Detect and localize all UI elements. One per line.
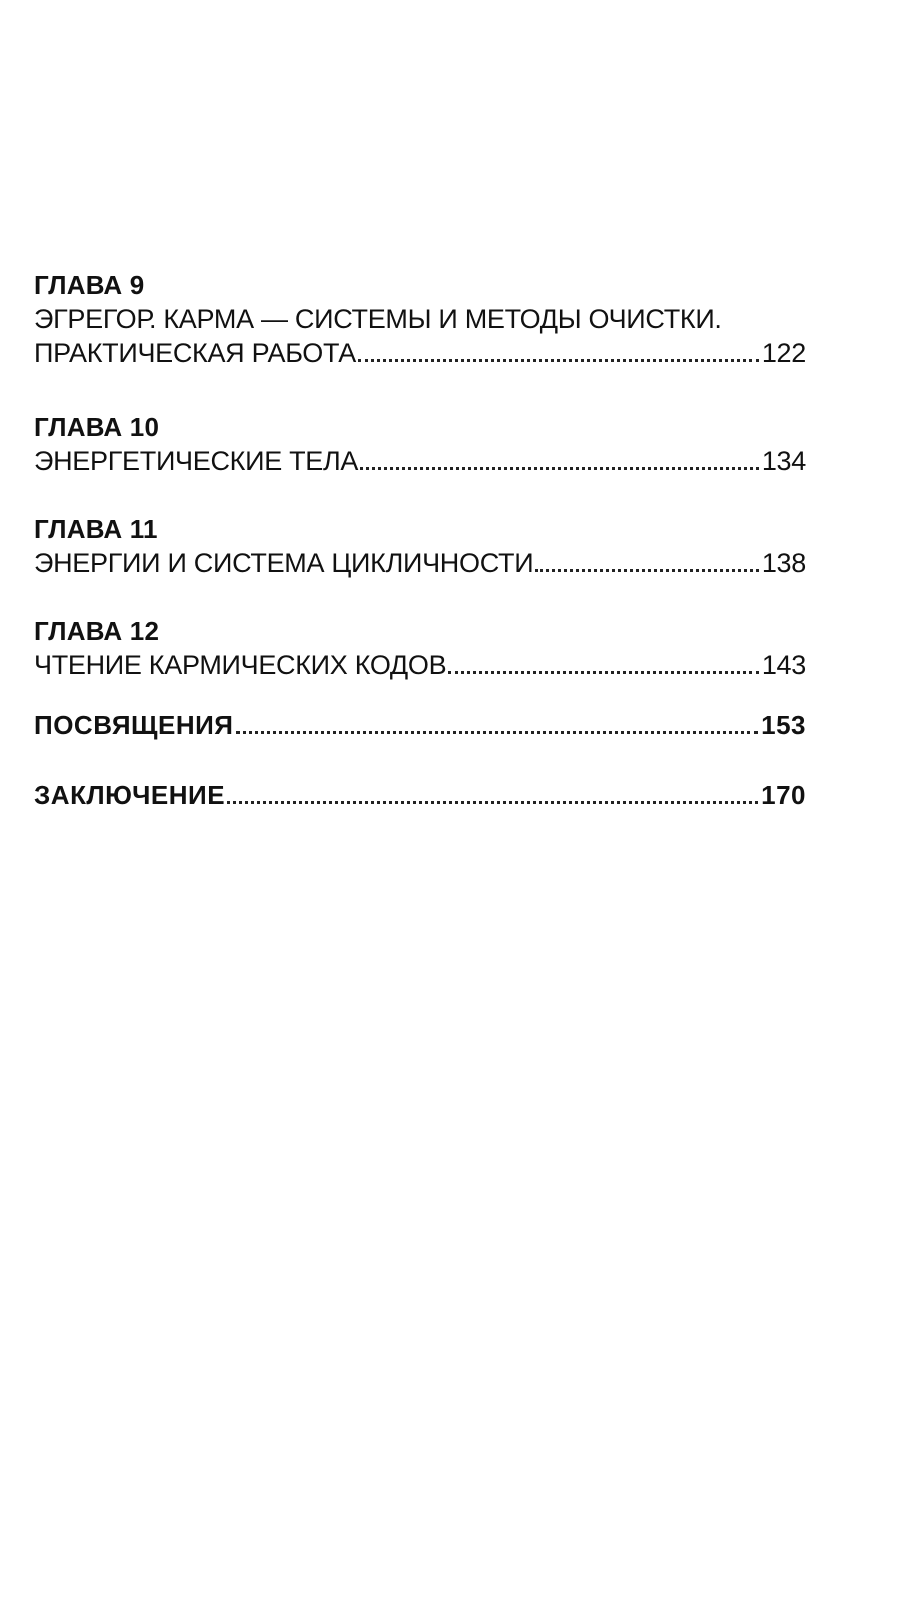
toc-entry-conclusion[interactable] bbox=[34, 778, 806, 812]
chapter-title-line: ЭГРЕГОР. КАРМА — СИСТЕМЫ И МЕТОДЫ ОЧИСТКИ. bbox=[34, 304, 722, 334]
chapter-title: ЭНЕРГИИ И СИСТЕМА ЦИКЛИЧНОСТИ bbox=[34, 548, 534, 578]
dot-leader bbox=[360, 466, 759, 470]
toc-chapter-10 bbox=[34, 410, 806, 478]
toc-entry[interactable] bbox=[34, 546, 806, 580]
toc-entry[interactable] bbox=[34, 336, 806, 370]
page-number: 122 bbox=[761, 338, 806, 368]
toc-chapter-11 bbox=[34, 512, 806, 580]
page-number: 143 bbox=[761, 650, 806, 680]
toc-chapter-9 bbox=[34, 268, 806, 370]
chapter-label: ГЛАВА 11 bbox=[34, 514, 158, 544]
chapter-title: ПРАКТИЧЕСКАЯ РАБОТА bbox=[34, 338, 357, 368]
dot-leader bbox=[227, 800, 758, 804]
chapter-label: ГЛАВА 10 bbox=[34, 412, 160, 442]
dot-leader bbox=[236, 730, 759, 734]
dot-leader bbox=[535, 568, 759, 572]
chapter-title: ЭНЕРГЕТИЧЕСКИЕ ТЕЛА bbox=[34, 446, 359, 476]
dot-leader bbox=[358, 358, 759, 362]
chapter-title: ЧТЕНИЕ КАРМИЧЕСКИХ КОДОВ bbox=[34, 650, 447, 680]
toc-entry-dedications[interactable] bbox=[34, 708, 806, 742]
chapter-label: ГЛАВА 12 bbox=[34, 616, 160, 646]
section-title: ЗАКЛЮЧЕНИЕ bbox=[34, 780, 226, 810]
page-number: 153 bbox=[761, 710, 806, 740]
dot-leader bbox=[448, 670, 759, 674]
toc-entry[interactable] bbox=[34, 648, 806, 682]
page-number: 134 bbox=[761, 446, 806, 476]
chapter-label: ГЛАВА 9 bbox=[34, 270, 145, 300]
toc-chapter-12 bbox=[34, 614, 806, 682]
section-title: ПОСВЯЩЕНИЯ bbox=[34, 710, 234, 740]
page-number: 138 bbox=[761, 548, 806, 578]
page-number: 170 bbox=[761, 780, 806, 810]
toc-entry[interactable] bbox=[34, 444, 806, 478]
